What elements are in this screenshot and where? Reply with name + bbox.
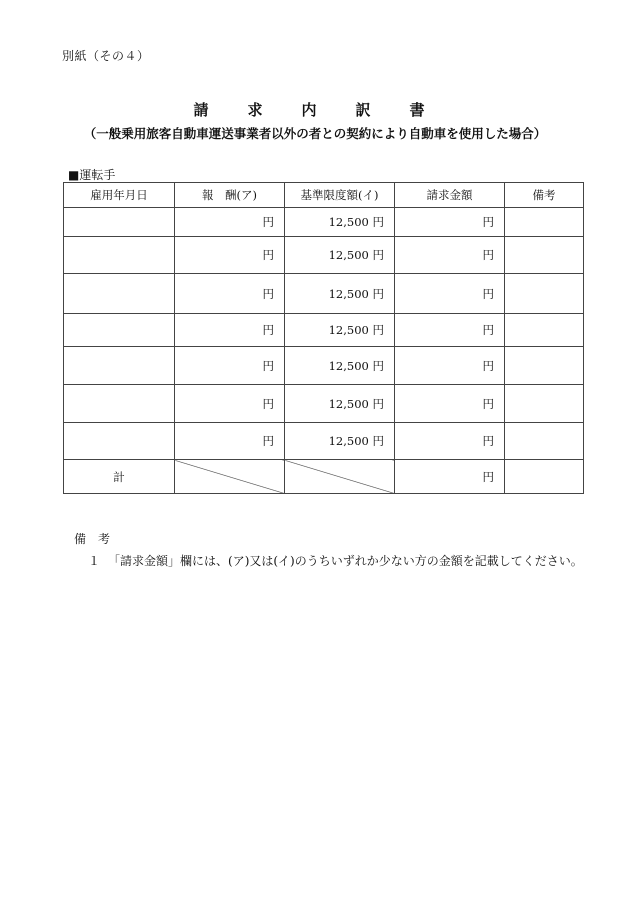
remuneration-cell[interactable]: 円 <box>175 423 285 460</box>
employment-date-cell[interactable] <box>64 423 175 460</box>
remarks-cell[interactable] <box>505 347 584 385</box>
standard-limit-cell: 12,500 円 <box>285 385 395 423</box>
table-row <box>64 237 584 274</box>
total-claim-amount-cell[interactable]: 円 <box>395 460 505 494</box>
document-title: 請 求 内 訳 書 <box>193 101 437 119</box>
claim-amount-cell[interactable]: 円 <box>395 208 505 237</box>
total-row <box>64 460 584 494</box>
employment-date-cell[interactable] <box>64 347 175 385</box>
employment-date-cell[interactable] <box>64 385 175 423</box>
remarks-cell[interactable] <box>505 274 584 314</box>
table-row <box>64 314 584 347</box>
remuneration-cell[interactable]: 円 <box>175 208 285 237</box>
employment-date-cell[interactable] <box>64 208 175 237</box>
remuneration-cell[interactable]: 円 <box>175 237 285 274</box>
table-row <box>64 274 584 314</box>
table-row <box>64 347 584 385</box>
table-row <box>64 385 584 423</box>
remarks-cell[interactable] <box>505 423 584 460</box>
remarks-cell[interactable] <box>505 314 584 347</box>
total-label: 計 <box>64 460 175 494</box>
standard-limit-cell: 12,500 円 <box>285 314 395 347</box>
note-item <box>88 552 583 569</box>
header-employment-date: 雇用年月日 <box>64 183 175 208</box>
remarks-cell[interactable] <box>505 208 584 237</box>
remarks-cell[interactable] <box>505 237 584 274</box>
remuneration-cell[interactable]: 円 <box>175 274 285 314</box>
standard-limit-cell: 12,500 円 <box>285 208 395 237</box>
claim-amount-cell[interactable]: 円 <box>395 347 505 385</box>
header-claim-amount: 請求金額 <box>395 183 505 208</box>
table-header-row <box>64 183 584 208</box>
document-subtitle: （一般乗用旅客自動車運送事業者以外の者との契約により自動車を使用した場合） <box>83 126 547 141</box>
employment-date-cell[interactable] <box>64 237 175 274</box>
standard-limit-cell: 12,500 円 <box>285 347 395 385</box>
remuneration-cell[interactable]: 円 <box>175 385 285 423</box>
notes-heading: 備 考 <box>74 532 111 546</box>
claim-amount-cell[interactable]: 円 <box>395 274 505 314</box>
header-standard-limit: 基準限度額(イ) <box>285 183 395 208</box>
claim-amount-cell[interactable]: 円 <box>395 385 505 423</box>
claim-amount-cell[interactable]: 円 <box>395 314 505 347</box>
section-heading-driver: ■運転手 <box>68 168 116 182</box>
header-remuneration: 報 酬(ア) <box>175 183 285 208</box>
standard-limit-cell: 12,500 円 <box>285 237 395 274</box>
page-label: 別紙（その４） <box>62 49 150 63</box>
remuneration-cell[interactable]: 円 <box>175 314 285 347</box>
standard-limit-cell: 12,500 円 <box>285 274 395 314</box>
standard-limit-cell: 12,500 円 <box>285 423 395 460</box>
note-text: 「請求金額」欄には、(ア)又は(イ)のうちいずれか少ない方の金額を記載してください。 <box>108 554 583 568</box>
employment-date-cell[interactable] <box>64 274 175 314</box>
remuneration-cell[interactable]: 円 <box>175 347 285 385</box>
table-row <box>64 423 584 460</box>
header-remarks: 備考 <box>505 183 584 208</box>
claim-amount-cell[interactable]: 円 <box>395 237 505 274</box>
total-remuneration-crossed-cell <box>175 460 285 494</box>
remarks-cell[interactable] <box>505 385 584 423</box>
total-remarks-cell[interactable] <box>505 460 584 494</box>
claim-amount-cell[interactable]: 円 <box>395 423 505 460</box>
table-row <box>64 208 584 237</box>
total-limit-crossed-cell <box>285 460 395 494</box>
claim-breakdown-table <box>63 182 584 494</box>
note-number: １ <box>88 554 101 568</box>
employment-date-cell[interactable] <box>64 314 175 347</box>
